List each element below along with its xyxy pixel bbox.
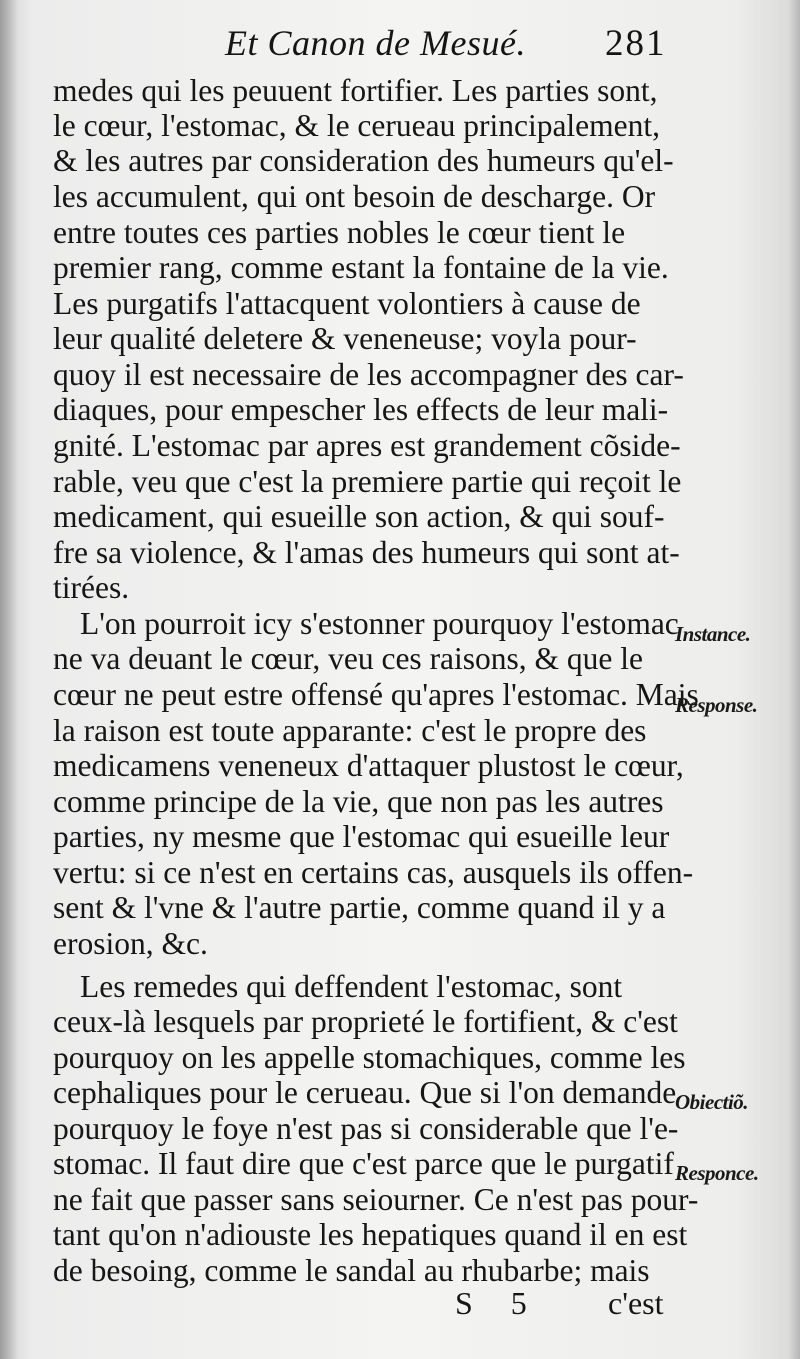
page-number: 281 [605,23,667,64]
text-line: ne va deuant le cœur, veu ces raisons, & que le [53,641,644,676]
text-line: quoy il est necessaire de les accompagner des car- [53,357,684,392]
spine-shadow [0,0,18,1359]
text-line: rable, veu que c'est la premiere partie qui reçoit le [53,464,682,499]
running-title: Et Canon de Mesué. [225,23,526,63]
text-line: comme principe de la vie, que non pas les autres [53,784,664,819]
margin-note-objection: Obiectiõ. [675,1090,749,1114]
text-line: cephaliques pour le cerueau. Que si l'on demande [53,1075,677,1110]
margin-note-responce: Responce. [675,1161,759,1185]
text-line: pourquoy on les appelle stomachiques, comme les [53,1040,686,1075]
text-line: le cœur, l'estomac, & le cerueau principalement, [53,108,661,143]
text-line: erosion, &c. [53,926,208,961]
text-line: diaques, pour empescher les effects de leur mali- [53,392,669,427]
text-line: tant qu'on n'adiouste les hepatiques quand il en est [53,1217,688,1252]
text-line: L'on pourroit icy s'estonner pourquoy l'estomac [80,606,679,641]
page-footer [0,1285,800,1335]
catchword: c'est [608,1285,664,1321]
text-line: ne fait que passer sans seiourner. Ce n'est pas pour- [53,1182,699,1217]
text-line: entre toutes ces parties nobles le cœur tient le [53,215,626,250]
page-header [0,20,800,70]
text-line: & les autres par consideration des humeurs qu'el- [53,143,674,178]
text-line: Les remedes qui deffendent l'estomac, sont [80,969,623,1004]
text-line: Les purgatifs l'attacquent volontiers à cause de [53,286,641,321]
text-line: premier rang, comme estant la fontaine de la vie. [53,250,669,285]
text-line: medicament, qui esueille son action, & qui souf- [53,499,665,534]
text-line: stomac. Il faut dire que c'est parce que le purgatif [53,1146,674,1181]
text-line: sent & l'vne & l'autre partie, comme quand il y a [53,890,666,925]
text-line: parties, ny mesme que l'estomac qui esueille leur [53,819,670,854]
text-line: ceux-là lesquels par proprieté le fortifient, & c'est [53,1004,678,1039]
text-line: de besoing, comme le sandal au rhubarbe; mais [53,1253,650,1288]
text-line: medes qui les peuuent fortifier. Les parties sont, [53,73,658,108]
text-line: cœur ne peut estre offensé qu'apres l'estomac. Mais [53,677,699,712]
text-line: leur qualité deletere & veneneuse; voyla pour- [53,321,637,356]
text-line: la raison est toute apparante: c'est le propre des [53,713,647,748]
text-line: pourquoy le foye n'est pas si considerable que l'e- [53,1111,679,1146]
text-line: tirées. [53,570,130,605]
text-line: vertu: si ce n'est en certains cas, ausquels ils offen- [53,855,694,890]
margin-note-instance: Instance. [675,622,751,646]
text-line: fre sa violence, & l'amas des humeurs qui sont at- [53,535,680,570]
margin-note-response: Response. [675,693,758,717]
page-edge-shadow [788,0,800,1359]
signature-mark: S 5 [455,1285,527,1321]
text-line: les accumulent, qui ont besoin de descharge. Or [53,179,656,214]
text-line: gnité. L'estomac par apres est grandement cõside- [53,428,681,463]
text-line: medicamens veneneux d'attaquer plustost le cœur, [53,748,684,783]
